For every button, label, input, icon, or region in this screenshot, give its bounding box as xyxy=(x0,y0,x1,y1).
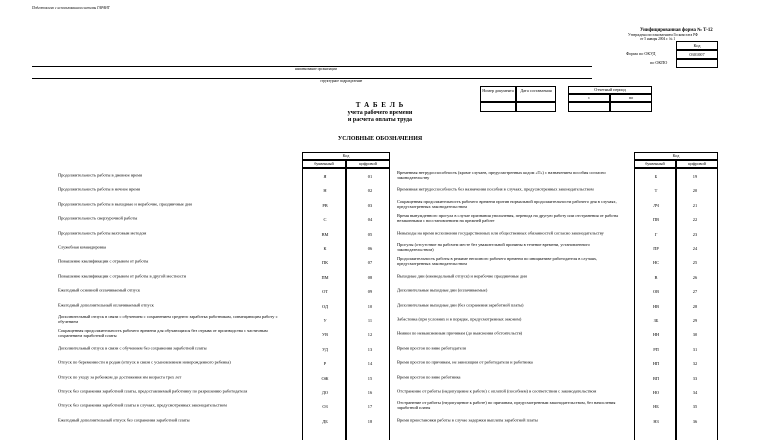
left-row-num: 15 xyxy=(367,375,373,381)
right-row-name: Сокращенная продолжительность рабочего времени против нормальной продолжительности рабочего дня в случаях, предусмотренных законодательством xyxy=(397,198,617,209)
left-row-num: 08 xyxy=(367,274,373,280)
left-row-code: ПМ xyxy=(321,274,329,280)
left-row-name: Продолжительность работы в ночное время xyxy=(58,186,141,192)
period-to-cell[interactable] xyxy=(610,102,652,112)
left-row-num: 06 xyxy=(367,246,373,251)
legend-title: УСЛОВНЫЕ ОБОЗНАЧЕНИЯ xyxy=(337,136,423,142)
left-row-num: 07 xyxy=(367,260,373,266)
right-row-code: НЗ xyxy=(653,418,659,424)
right-letter-header: буквенный xyxy=(634,160,676,168)
left-row-name: Сокращенная продолжительность рабочего времени для обучающихся без отрыва от производства с частичным сохранением заработной платы xyxy=(58,328,268,339)
left-row-name: Продолжительность работы в дневное время xyxy=(58,172,142,178)
okud-label: Форма по ОКУД xyxy=(626,51,656,56)
right-row-code: ВП xyxy=(652,375,660,381)
left-row-code: ОЗ xyxy=(322,404,328,410)
left-row-num: 13 xyxy=(367,346,373,352)
left-row-code: УД xyxy=(322,346,328,352)
right-row-name: Продолжительность работы в режиме неполного рабочего времени по инициативе работодателя в случаях, предусмотренных законодательством xyxy=(397,256,598,267)
approved-note: Утверждена постановлением Госкомстата РФ xyxy=(628,33,698,37)
right-row-name: Отстранение от работы (недопущение к работе) по причинам, предусмотренным законодательством, без начисления заработной платы xyxy=(397,400,616,411)
right-row-name: Выходные дни (еженедельный отпуск) и нерабочие праздничные дни xyxy=(397,273,527,279)
right-row-num: 23 xyxy=(692,231,698,237)
dept-line xyxy=(32,78,592,79)
right-row-code: РП xyxy=(653,346,659,352)
period-header: Отчетный период xyxy=(568,86,652,94)
right-row-num: 32 xyxy=(692,361,698,367)
right-row-name: Неявки по невыясненным причинам (до выяснения обстоятельств) xyxy=(397,330,523,336)
form-title: Унифицированная форма № Т-12 xyxy=(640,28,713,33)
left-row-num: 03 xyxy=(367,202,373,208)
left-row-num: 12 xyxy=(367,332,373,338)
left-row-code: ДО xyxy=(321,390,329,395)
left-row-code: ОЖ xyxy=(321,375,329,381)
left-row-code: К xyxy=(323,246,327,251)
right-code-header: Код xyxy=(634,152,718,160)
doc-date-cell[interactable] xyxy=(516,102,556,112)
left-code-header: Код xyxy=(302,152,390,160)
left-row-code: ОТ xyxy=(322,289,328,295)
left-row-name: Ежегодный дополнительный отпуск без сохранения заработной платы xyxy=(58,417,190,423)
code-header-box xyxy=(676,41,718,50)
left-row-code: С xyxy=(323,217,327,223)
right-row-code: В xyxy=(654,274,658,280)
left-row-name: Продолжительность сверхурочной работы xyxy=(58,215,138,221)
title-line3: и расчета оплаты труда xyxy=(347,117,413,123)
right-row-name: Дополнительные выходные дни (оплачиваемые) xyxy=(397,287,488,293)
left-row-num: 05 xyxy=(367,231,373,237)
left-row-num: 14 xyxy=(367,361,373,367)
right-row-name: Дополнительные выходные дни (без сохранения заработной платы) xyxy=(397,302,524,308)
right-row-code: ПР xyxy=(653,246,659,251)
right-row-name: Временная нетрудоспособность (кроме случаев, предусмотренных кодом «Т») с назначением пособия согласно законодательству xyxy=(397,170,606,180)
left-row-num: 18 xyxy=(367,418,373,424)
right-row-code: Г xyxy=(654,231,658,237)
right-row-num: 29 xyxy=(692,318,698,323)
right-row-code: НН xyxy=(652,332,660,338)
right-row-name: Время простоя по вине работника xyxy=(397,374,461,380)
right-row-code: ЗБ xyxy=(653,318,659,323)
left-row-code: ПК xyxy=(321,260,329,266)
right-row-code: НБ xyxy=(653,404,659,410)
okpo-box[interactable] xyxy=(676,59,718,68)
left-row-num: 10 xyxy=(367,303,373,309)
right-row-name: Время простоя по вине работодателя xyxy=(397,345,466,351)
left-row-name: Ежегодный основной оплачиваемый отпуск xyxy=(58,287,141,293)
left-row-code: РВ xyxy=(322,202,328,208)
period-to: по xyxy=(610,94,652,102)
doc-date-header: Дата составления xyxy=(516,86,556,102)
right-row-num: 26 xyxy=(692,274,698,280)
right-row-num: 25 xyxy=(692,260,698,266)
left-row-num: 01 xyxy=(367,174,373,179)
left-letter-header: буквенный xyxy=(302,160,346,168)
dept-caption: структурное подразделение xyxy=(320,79,363,83)
left-row-num: 16 xyxy=(367,390,373,395)
right-row-code: НП xyxy=(652,361,660,367)
okud-value: 0301007 xyxy=(689,52,705,57)
right-row-name: Временная нетрудоспособность без назначения пособия в случаях, предусмотренных законодательством xyxy=(397,186,594,192)
right-row-num: 21 xyxy=(692,202,698,208)
left-row-code: Я xyxy=(323,174,327,179)
right-row-num: 27 xyxy=(692,289,698,295)
right-row-num: 28 xyxy=(692,303,698,309)
right-row-code: ЛЧ xyxy=(653,202,659,208)
right-row-code: НВ xyxy=(652,303,660,309)
right-row-num: 35 xyxy=(692,404,698,410)
left-row-name: Повышение квалификации с отрывом от работы xyxy=(58,258,149,264)
left-row-num: 02 xyxy=(367,188,373,194)
left-row-name: Продолжительность работы вахтовым методом xyxy=(58,230,147,236)
right-row-code: НО xyxy=(652,390,660,395)
left-row-num: 17 xyxy=(367,404,373,410)
right-digital-header: цифровой xyxy=(676,160,718,168)
okud-box xyxy=(676,50,718,59)
right-row-num: 24 xyxy=(692,246,698,251)
left-row-code: УВ xyxy=(321,332,329,338)
title-line2: учета рабочего времени xyxy=(347,110,413,116)
right-row-name: Забастовка (при условиях и в порядке, предусмотренных законом) xyxy=(397,316,522,322)
left-row-num: 04 xyxy=(367,217,373,223)
left-row-name: Продолжительность работы в выходные и нерабочие, праздничные дни xyxy=(58,201,192,207)
left-row-name: Повышение квалификации с отрывом от работы в другой местности xyxy=(58,273,187,279)
left-row-code: Р xyxy=(323,361,327,367)
right-row-code: ПВ xyxy=(652,217,660,223)
right-row-name: Прогулы (отсутствие на рабочем месте без уважительной причины в течение времени, установленного законодательством) xyxy=(397,242,590,252)
right-row-num: 31 xyxy=(692,346,698,352)
right-row-name: Отстранение от работы (недопущение к работе) с оплатой (пособием) в соответствии с законодательством xyxy=(397,388,597,394)
period-from: с xyxy=(568,94,610,102)
left-row-code: ОД xyxy=(322,303,328,309)
left-row-name: Дополнительный отпуск в связи с обучением с сохранением среднего заработка работникам, совмещающим работу с обучением xyxy=(58,314,278,324)
right-row-name: Время простоя по причинам, не зависящим от работодателя и работника xyxy=(397,359,533,365)
left-row-name: Дополнительный отпуск в связи с обучением без сохранения заработной платы xyxy=(58,345,207,351)
right-row-code: Т xyxy=(654,188,658,194)
left-row-num: 11 xyxy=(367,318,373,323)
right-row-name: Невыходы на время исполнения государственных или общественных обязанностей согласно законодательству xyxy=(397,230,604,236)
approved-date: от 5 января 2004 г. № 1 xyxy=(640,37,676,41)
right-row-num: 22 xyxy=(692,217,698,223)
right-row-code: Б xyxy=(654,174,658,179)
right-row-code: ОВ xyxy=(652,289,660,295)
left-row-name: Отпуск без сохранения заработной платы в случаях, предусмотренных законодательством xyxy=(58,402,227,408)
code-label: Код xyxy=(693,43,701,48)
right-row-name: Время приостановки работы в случае задержки выплаты заработной платы xyxy=(397,417,538,423)
left-row-name: Отпуск по беременности и родам (отпуск в связи с усыновлением новорожденного ребенка) xyxy=(58,359,231,365)
left-row-code: ВМ xyxy=(321,231,329,237)
left-row-code: Н xyxy=(323,188,327,194)
left-row-code: У xyxy=(323,318,327,323)
org-caption: наименование организации xyxy=(295,67,337,71)
left-row-code: ДБ xyxy=(322,418,328,424)
left-row-name: Служебная командировка xyxy=(58,244,106,250)
right-row-num: 30 xyxy=(692,332,698,338)
right-row-num: 36 xyxy=(692,418,698,424)
right-row-name: Время вынужденного прогула в случае признания увольнения, перевода на другую работу или отстранения от работы незаконными с восстановлением на прежней работе xyxy=(397,213,619,224)
title-tabel: Т А Б Е Л Ь xyxy=(355,101,405,109)
right-row-num: 34 xyxy=(692,390,698,395)
left-row-name: Отпуск по уходу за ребенком до достижения им возраста трех лет xyxy=(58,374,182,380)
doc-number-cell[interactable] xyxy=(480,102,516,112)
left-row-name: Ежегодный дополнительный оплачиваемый отпуск xyxy=(58,302,154,308)
right-row-num: 33 xyxy=(692,375,698,381)
prepared-note: Подготовлено с использованием системы ГАРАНТ xyxy=(32,6,110,10)
left-digital-header: цифровой xyxy=(346,160,390,168)
right-row-num: 19 xyxy=(692,174,698,179)
left-row-name: Отпуск без сохранения заработной платы, предоставляемый работнику по разрешению работодателя xyxy=(58,388,248,394)
period-from-cell[interactable] xyxy=(568,102,610,112)
okpo-label: по ОКПО xyxy=(650,60,668,65)
left-row-num: 09 xyxy=(367,289,373,295)
right-row-num: 20 xyxy=(692,188,698,194)
right-row-code: НС xyxy=(652,260,660,266)
doc-number-header: Номер документа xyxy=(480,86,516,102)
